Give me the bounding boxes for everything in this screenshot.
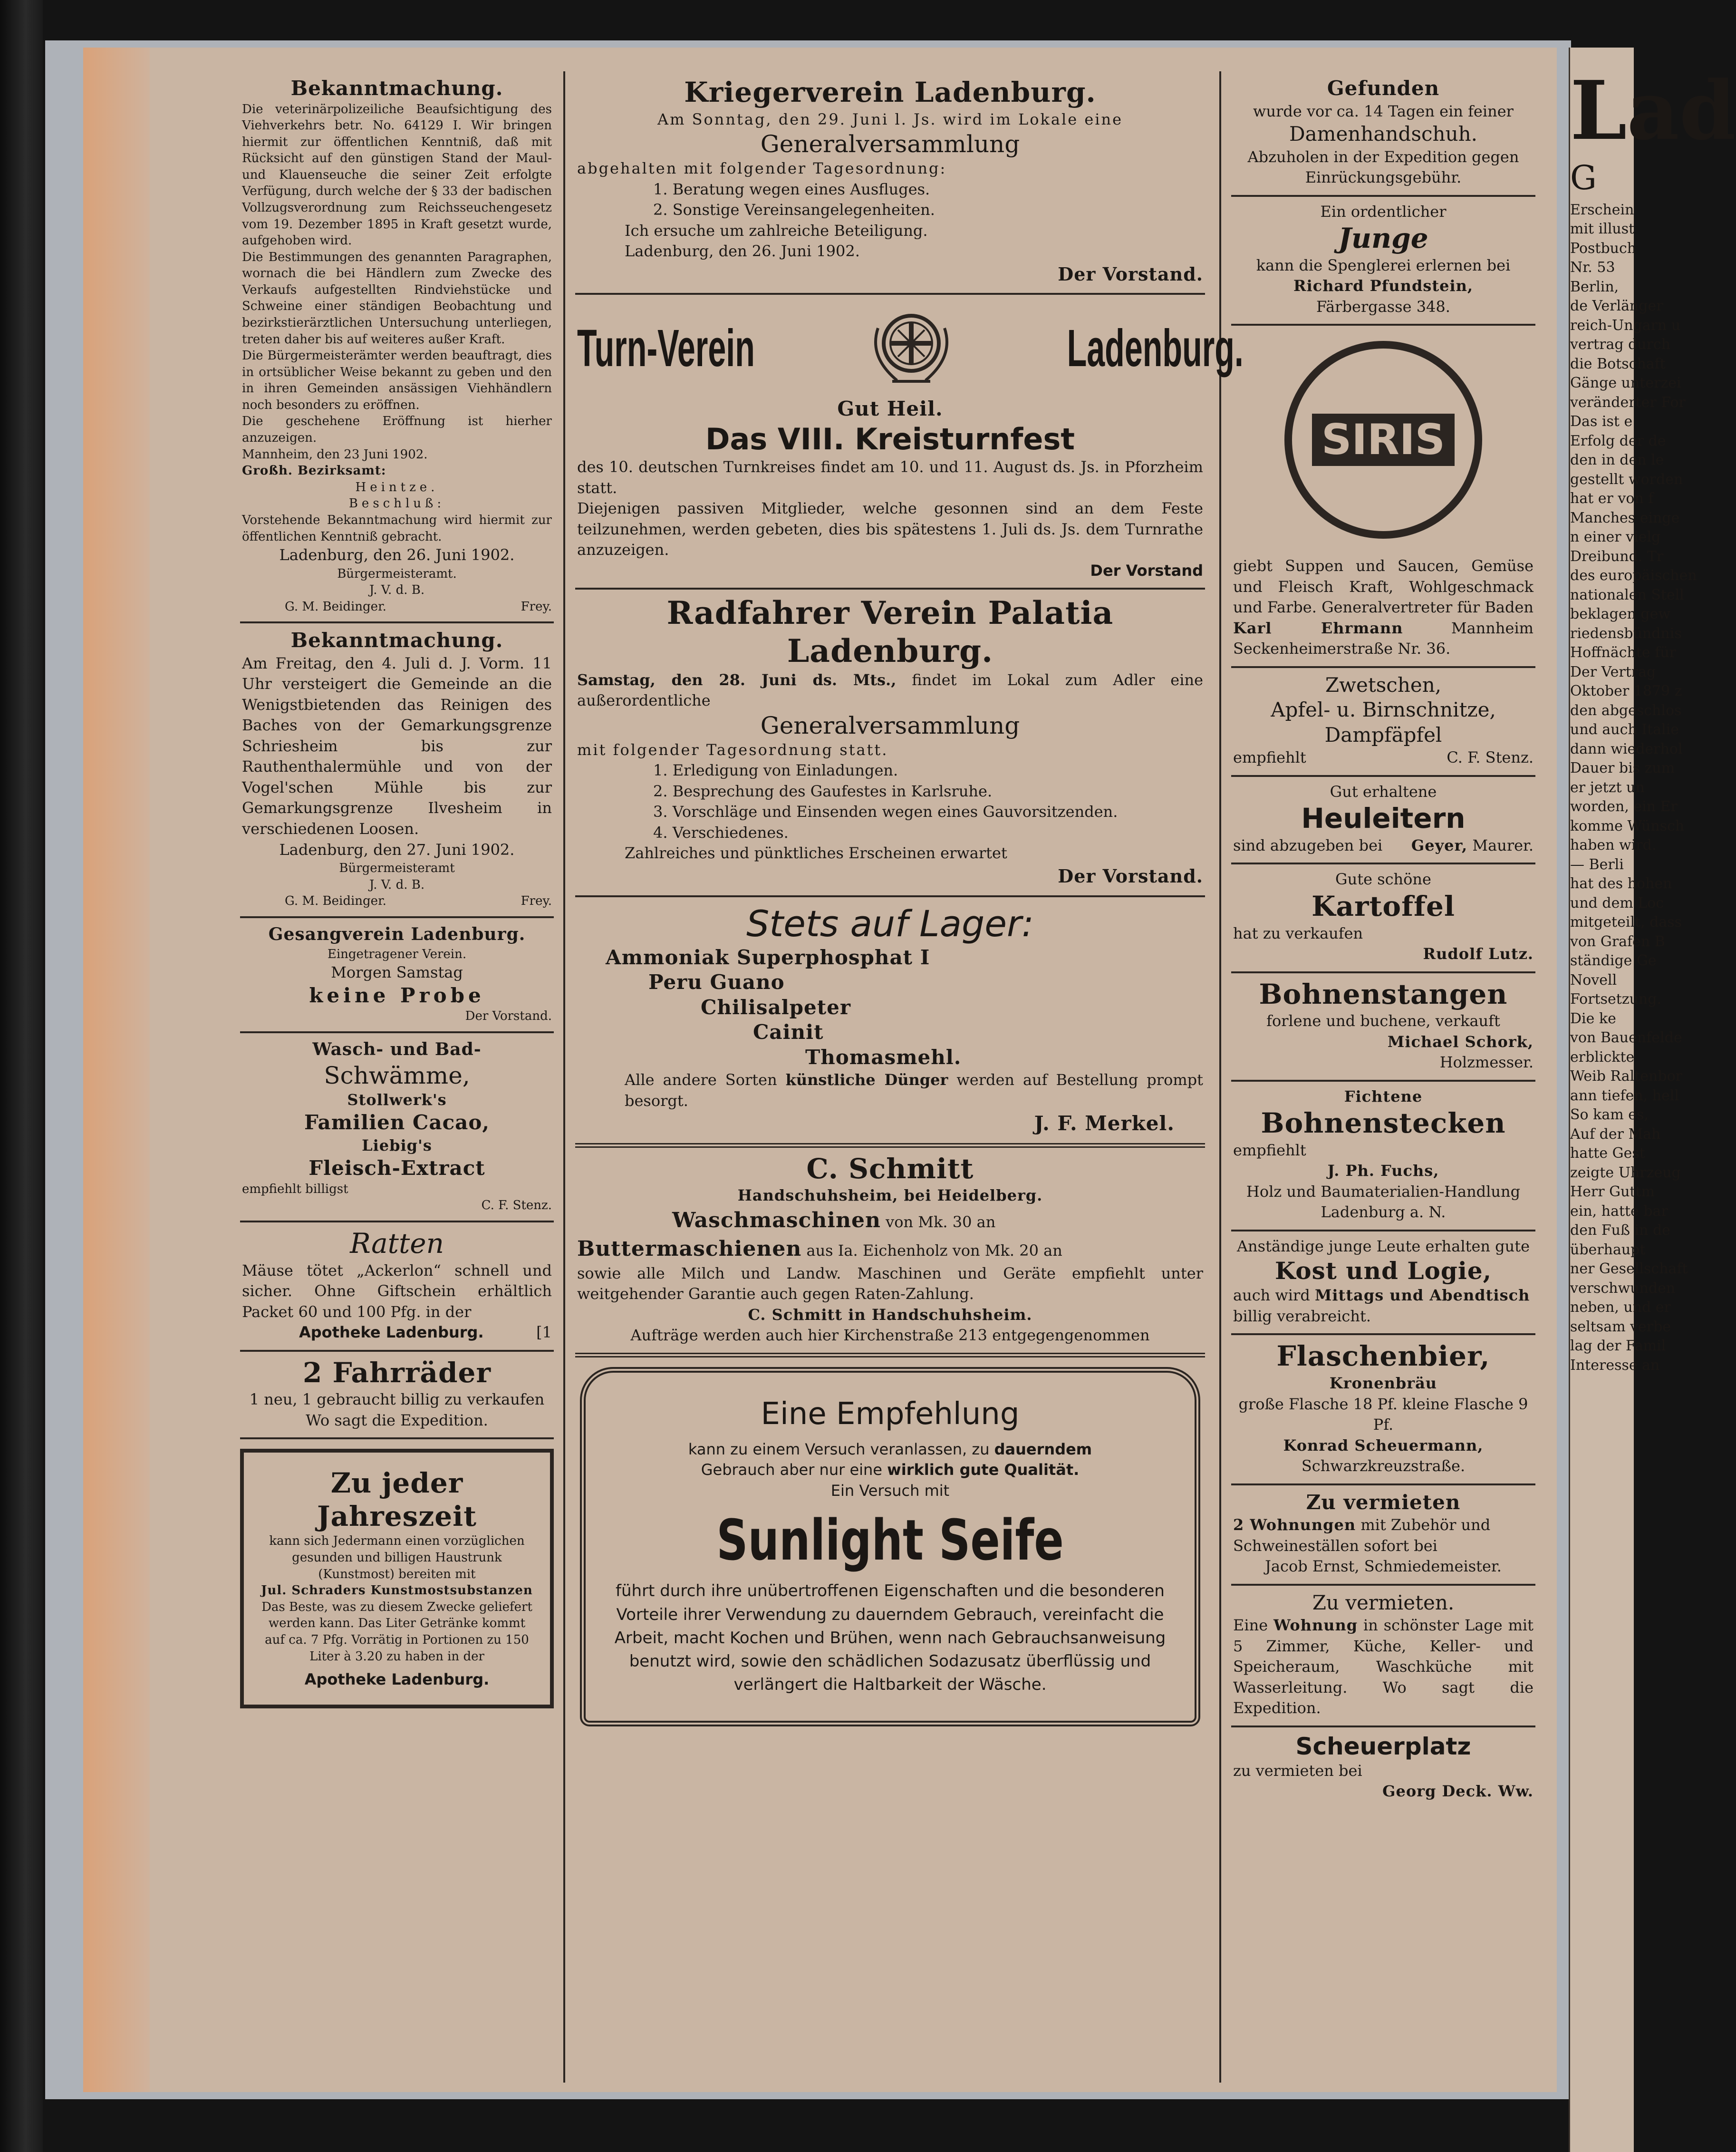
ad-text: sind abzugeben bei: [1233, 836, 1383, 854]
next-page-line: mit illust: [1570, 221, 1635, 237]
ad-radfahrer: [575, 590, 1205, 897]
next-page-line: n einer vielg: [1570, 529, 1661, 545]
ad-text: Ein ordentlicher: [1320, 202, 1447, 221]
ad-text: [614, 1439, 1166, 1460]
next-page-line: und dem Loc: [1570, 894, 1664, 911]
ad-greeting: Gut Heil.: [837, 397, 943, 421]
next-page-line: und auch Italie: [1570, 721, 1679, 738]
ad-text-bold: künstliche Dünger: [785, 1071, 948, 1089]
ad-text: [577, 670, 1203, 711]
ad-text-bold: dauerndem: [994, 1440, 1092, 1458]
agenda-item: 2. Sonstige Vereinsangelegenheiten.: [653, 201, 935, 219]
ad-signature: C. F. Stenz.: [481, 1198, 552, 1213]
next-page-line: er jetzt un: [1570, 779, 1645, 796]
ad-line: Stollwerk's: [347, 1090, 447, 1109]
next-page-line: Interesse an: [1570, 1357, 1660, 1374]
ad-text: Gute schöne: [1335, 870, 1431, 889]
ad-date: Mannheim, den 23 Juni 1902.: [242, 447, 428, 462]
ad-gefunden: [1231, 71, 1535, 197]
next-page-line: lag der Famil: [1570, 1338, 1666, 1354]
next-page-line: beklagen gew: [1570, 606, 1671, 622]
ad-signature: Frey.: [521, 599, 552, 614]
next-page-line: haben wird.: [1570, 837, 1657, 853]
next-page-line: Der Vertrag: [1570, 663, 1656, 680]
ad-text-part: Mannheim Seckenheimerstraße Nr. 36.: [1233, 619, 1534, 658]
next-page-line: Die ke: [1570, 1010, 1616, 1027]
siris-logo: [1233, 330, 1533, 556]
product-item: Thomasmehl.: [805, 1045, 962, 1069]
ad-office: Bürgermeisteramt: [339, 861, 455, 876]
ad-signature: Michael Schork,: [1387, 1032, 1533, 1051]
ad-text: Die geschehene Eröffnung ist hierher anzuzeigen.: [242, 414, 552, 446]
ad-title: Stets auf Lager:: [746, 902, 1034, 945]
ad-title-right: Ladenburg.: [1067, 319, 1244, 378]
ad-date: Ladenburg, den 27. Juni 1902.: [279, 840, 515, 859]
ad-headline: Generalversammlung: [760, 711, 1020, 739]
next-page-line: Oktober 1879 z: [1570, 683, 1682, 699]
agenda-item: 4. Verschiedenes.: [653, 823, 789, 842]
next-page-line: des europäischen: [1570, 567, 1697, 584]
turnverein-emblem-icon: [864, 300, 959, 397]
ad-text: sowie alle Milch und Landw. Maschinen und Geräte empfiehlt unter weitgehender Garantie auch gegen Raten-Zahlung.: [577, 1264, 1203, 1303]
ad-text: empfiehlt: [1233, 748, 1306, 767]
ad-text: mit folgender Tagesordnung statt.: [577, 740, 888, 759]
next-page-line: hat des hohen: [1570, 875, 1672, 892]
next-page-line: von Grafen B: [1570, 933, 1665, 950]
ad-text: des 10. deutschen Turnkreises findet am 10. und 11. August ds. Js. in Pforzheim statt.: [577, 458, 1203, 497]
ad-ratten: [240, 1222, 554, 1352]
next-page-line: de Verlänger: [1570, 298, 1663, 314]
next-page-line: den in den le: [1570, 452, 1664, 468]
agenda-item: 2. Besprechung des Gaufestes in Karlsruhe.: [653, 782, 993, 800]
ad-fahrraeder: [240, 1352, 554, 1440]
ad-text: Ich ersuche um zahlreiche Beteiligung.: [625, 221, 928, 240]
ad-name: Geyer,: [1411, 836, 1468, 854]
next-page-line: Auf der Mah: [1570, 1125, 1661, 1143]
ad-office: J. V. d. B.: [369, 877, 425, 892]
ad-signature: Frey.: [521, 894, 552, 909]
next-page-line: Erschein: [1570, 201, 1634, 218]
ad-gesangverein: [240, 918, 554, 1033]
ad-subtitle: Kronenbräu: [1329, 1374, 1437, 1393]
siris-logo-text: SIRIS: [1321, 415, 1446, 465]
ad-signature: G. M. Beidinger.: [285, 894, 386, 909]
ad-date: Ladenburg, den 26. Juni 1902.: [625, 242, 860, 261]
ad-headline: Junge: [1338, 222, 1428, 255]
next-page-line: die Botschaft: [1570, 355, 1666, 372]
ad-text: [577, 1070, 1203, 1111]
ad-signature: Der Vorstand.: [1058, 263, 1203, 285]
ad-text: Zahlreiches und pünktliches Erscheinen erwartet: [625, 844, 1007, 863]
product-price: aus Ia. Eichenholz von Mk. 20 an: [806, 1241, 1062, 1260]
ad-date: Ladenburg, den 26. Juni 1902.: [279, 546, 515, 564]
ad-text: Anständige junge Leute erhalten gute: [1236, 1237, 1530, 1255]
ad-signature: [1411, 835, 1533, 856]
next-page-line: erblickte: [1570, 1048, 1635, 1066]
ad-text: Ein Versuch mit: [830, 1481, 950, 1500]
ad-signature-row: [242, 893, 552, 910]
ad-text: Am Freitag, den 4. Juli d. J. Vorm. 11 Uhr versteigert die Gemeinde an die Wenigstbietenden das Reinigen des Baches von der Gemarkungsgrenze Schriesheim bis zur Rauthenthalermühle und von der Vogel'schen Mühle bis zur Gemarkungsgrenze Ilvesheim in verschiedenen Loosen.: [242, 654, 552, 838]
next-page-line: ann tiefen, hell: [1570, 1087, 1679, 1104]
ad-line: Liebig's: [362, 1136, 432, 1154]
ad-kost-logie: [1231, 1231, 1535, 1336]
ad-occupation: Holzmesser.: [1439, 1053, 1533, 1072]
agenda-item: 3. Vorschläge und Einsenden wegen eines Gauvorsitzenden.: [653, 803, 1118, 821]
ad-flaschenbier: [1231, 1335, 1535, 1485]
turnverein-header: [577, 300, 1244, 397]
product-item: Cainit: [753, 1020, 824, 1044]
ad-name: J. Ph. Fuchs,: [1327, 1162, 1439, 1180]
ad-text: kann die Spenglerei erlernen bei: [1256, 256, 1511, 274]
ad-text-part: Gebrauch aber nur eine: [701, 1461, 882, 1479]
ad-brand: Jul. Schraders Kunstmostsubstanzen: [261, 1583, 533, 1598]
ad-office: Großh. Bezirksamt:: [242, 464, 386, 478]
ad-text-part: auch wird: [1233, 1286, 1310, 1305]
ad-headline: Jahreszeit: [317, 1500, 477, 1532]
ad-line: Wasch- und Bad-: [312, 1039, 482, 1059]
ad-title: Radfahrer Verein Palatia Ladenburg.: [666, 594, 1114, 669]
next-page-line: Nr. 53: [1570, 259, 1615, 276]
ad-headline: Kartoffel: [1312, 890, 1455, 922]
ad-text-part: werden auf Bestellung prompt besorgt.: [625, 1071, 1204, 1110]
ad-headline: Flaschenbier,: [1276, 1340, 1490, 1373]
next-page-line: Weib Raltenbor: [1570, 1068, 1682, 1085]
ad-headline: Das VIII. Kreisturnfest: [705, 421, 1075, 456]
next-page-line: dann wiederhol: [1570, 740, 1683, 757]
ad-signature: Apotheke Ladenburg.: [304, 1670, 490, 1689]
ad-signature: Der Vorstand.: [1058, 865, 1203, 887]
ad-text: empfiehlt: [1233, 1141, 1306, 1159]
ad-bohnenstecken: [1231, 1082, 1535, 1231]
next-page-line: zeigte Uhrzeug: [1570, 1164, 1681, 1181]
ad-schmitt: [575, 1148, 1205, 1357]
ad-text: Morgen Samstag: [331, 963, 463, 982]
ad-siris: [1231, 326, 1535, 668]
ad-text-bold: Mittags und Abendtisch: [1314, 1286, 1530, 1305]
ad-vermieten-2: [1231, 1586, 1535, 1727]
ad-signature: Apotheke Ladenburg.: [299, 1323, 484, 1342]
agenda-item: 1. Erledigung von Einladungen.: [653, 761, 898, 780]
ad-text: Die Bestimmungen des genannten Paragraphen, wornach die bei Händlern zum Zwecke des Verkaufs aufgestellten Rindviehstücke und Schweine einer ständigen Beobachtung und bezirkstierärztlichen Untersuchung unterliegen, treten daher bis auf weiteres außer Kraft.: [242, 250, 552, 347]
ad-scheuerplatz: [1231, 1727, 1535, 1809]
ad-kriegerverein: [575, 71, 1205, 295]
ad-date-bold: Samstag, den 28. Juni ds. Mts.,: [577, 670, 897, 689]
ad-junge: [1231, 197, 1535, 326]
next-page-line: den abgeschlos: [1570, 702, 1682, 719]
ad-office: Bürgermeisteramt.: [337, 566, 457, 581]
ad-text: abgehalten mit folgender Tagesordnung:: [577, 159, 947, 178]
ad-text: empfiehlt billigst: [242, 1182, 348, 1196]
ad-headline: keine Probe: [309, 983, 485, 1007]
ad-headline: Scheuerplatz: [1295, 1732, 1471, 1760]
ad-address: Färbergasse 348.: [1316, 297, 1450, 316]
next-page-line: Berlin,: [1570, 278, 1619, 295]
ad-address: Schwarzkreuzstraße.: [1301, 1457, 1466, 1475]
column-right: [1231, 71, 1535, 1809]
product-item: Ammoniak Superphosphat I: [606, 945, 930, 969]
ad-merkel: [575, 897, 1205, 1148]
ad-stenz-products: [240, 1033, 554, 1222]
ad-title: Ratten: [350, 1227, 444, 1260]
ad-agenda: [577, 179, 1203, 221]
ad-address: Ladenburg a. N.: [1321, 1203, 1446, 1221]
ad-text: [1233, 1515, 1533, 1556]
ad-name: Richard Pfundstein,: [1293, 277, 1474, 295]
next-page-line: von Bauenfelde: [1570, 1029, 1682, 1046]
next-page-line: G: [1570, 158, 1597, 197]
ad-text: große Flasche 18 Pf. kleine Flasche 9 Pf.: [1238, 1395, 1528, 1434]
ad-signature: Der Vorstand: [1090, 561, 1203, 580]
next-page-line: seltsam verbe: [1570, 1318, 1671, 1335]
ad-text-bold: wirklich gute Qualität.: [887, 1461, 1080, 1479]
ad-title: Gefunden: [1327, 77, 1440, 100]
ad-headline: Schwämme,: [324, 1061, 470, 1089]
ad-line: [577, 1206, 1203, 1235]
ad-bekanntmachung-vieh: [240, 71, 554, 623]
next-page-line: — Berli: [1570, 856, 1624, 873]
next-page-line: nationalen Stell: [1570, 586, 1684, 603]
next-page-line: gestellt worden: [1570, 471, 1683, 488]
next-page-line: riedensbündnis: [1570, 625, 1682, 642]
next-page-line: Das ist e: [1570, 413, 1633, 430]
ad-signature-row: [1233, 835, 1533, 856]
ad-text: Abzuholen in der Expedition gegen Einrückungsgebühr.: [1247, 147, 1519, 187]
ad-text: führt durch ihre unübertroffenen Eigenschaften und die besonderen Vorteile ihrer Verwendung zu dauerndem Gebrauch, vereinfacht die Arbeit, macht Kochen und Brühen, wenn nach Gebrauchsanweisung benutzt wird, sowie den schädlichen Sodazusatz überflüssig und verlängert die Haltbarkeit der Wäsche.: [614, 1581, 1166, 1695]
ad-line: [577, 1235, 1203, 1263]
ad-signature: G. M. Beidinger.: [285, 599, 386, 614]
ad-text: Die veterinärpolizeiliche Beaufsichtigung des Viehverkehrs betr. No. 64129 I. Wir bringen hiermit zur öffentlichen Kenntniß, daß mit Rücksicht auf den günstigen Stand der Maul- und Klauenseuche die seiner Zeit erfolgte Verfügung, durch welche der § 33 der badischen Vollzugsverordnung zum Reichsseuchengesetz vom 19. Dezember 1895 in Kraft gesetzt wurde, aufgehoben wird.: [242, 102, 552, 248]
ad-text: zu vermieten bei: [1233, 1761, 1362, 1780]
ad-signature-row: [242, 1322, 552, 1343]
ad-headline: Zwetschen,: [1325, 673, 1442, 697]
ad-signature: C. Schmitt in Handschuhsheim.: [748, 1305, 1032, 1324]
ad-headline: Damenhandschuh.: [1289, 122, 1478, 146]
ad-jahreszeit: [240, 1449, 554, 1708]
ad-subheading: Beschluß:: [348, 496, 445, 511]
ad-text: Mäuse tötet „Ackerlon“ schnell und sicher. Ohne Giftschein erhältlich Packet 60 und 100 Pfg. in der: [242, 1261, 552, 1321]
next-page-line: So kam es,: [1570, 1106, 1649, 1123]
ad-signer: Heintze.: [355, 480, 439, 494]
ad-signature: Jacob Ernst, Schmiedemeister.: [1265, 1557, 1502, 1576]
next-page-line: mitgeteilt, dass: [1570, 914, 1682, 931]
ad-signature-row: [1233, 747, 1533, 768]
ad-title: Zu vermieten.: [1312, 1590, 1455, 1614]
ad-signature: C. F. Stenz.: [1447, 748, 1533, 767]
product-item: Peru Guano: [648, 970, 785, 994]
ad-signature-row: [242, 599, 552, 615]
ad-headline: Bohnenstangen: [1259, 978, 1508, 1010]
ad-subtitle: Handschuhsheim, bei Heidelberg.: [737, 1186, 1043, 1205]
ad-text: kann sich Jedermann einen vorzüglichen gesunden und billigen Haustrunk (Kunstmost) bereiten mit: [269, 1534, 525, 1581]
next-page-edge: [1569, 48, 1736, 2152]
next-page-line: hat er von f: [1570, 490, 1654, 507]
ad-headline: Kost und Logie,: [1274, 1257, 1492, 1285]
ad-title: Bekanntmachung.: [290, 629, 503, 652]
ad-bekanntmachung-bach: [240, 623, 554, 918]
ad-text-part: mit Zubehör und Schweineställen sofort bei: [1233, 1516, 1491, 1555]
ad-text: Diejenigen passiven Mitglieder, welche gesonnen sind an dem Feste teilzunehmen, werden gebeten, dies bis spätestens 1. Juli ds. Js. dem Turnrathe anzuzeigen.: [577, 499, 1203, 559]
product-name: Waschmaschinen: [672, 1208, 881, 1232]
ad-text: forlene und buchene, verkauft: [1266, 1012, 1500, 1030]
next-page-line: Gänge unterzei: [1570, 375, 1681, 391]
ad-note: Aufträge werden auch hier Kirchenstraße 213 entgegengenommen: [630, 1326, 1150, 1345]
ad-title: Gesangverein Ladenburg.: [268, 924, 526, 944]
product-item: Chilisalpeter: [701, 995, 851, 1019]
ad-text: Fichtene: [1344, 1087, 1423, 1105]
ad-name: Konrad Scheuermann,: [1283, 1436, 1484, 1454]
ad-text: [1233, 1285, 1533, 1327]
next-page-line: Dreibund. Tr: [1570, 548, 1664, 565]
ad-text: [1233, 1615, 1533, 1719]
ad-vermieten-1: [1231, 1485, 1535, 1586]
next-page-line: Erfolg der de: [1570, 432, 1666, 449]
product-name: Buttermaschienen: [577, 1236, 802, 1261]
column-center: [575, 71, 1244, 1736]
ad-title: Zu vermieten: [1306, 1490, 1461, 1514]
ad-title: 2 Fahrräder: [302, 1356, 491, 1389]
next-page-line: verschwunden: [1570, 1280, 1676, 1297]
ad-signature: J. F. Merkel.: [1034, 1112, 1175, 1135]
ad-signature: Georg Deck. Ww.: [1382, 1782, 1533, 1801]
product-price: von Mk. 30 an: [886, 1212, 996, 1231]
ad-text: Das Beste, was zu diesem Zwecke geliefert werden kann. Das Liter Getränke kommt auf ca. 7 Pfg. Vorrätig in Portionen zu 150 Liter à 3.20 zu haben in der: [261, 1599, 532, 1664]
agenda-item: 1. Beratung wegen eines Ausfluges.: [653, 180, 930, 198]
book-binding: [0, 0, 43, 2152]
next-page-line: veränderter For: [1570, 394, 1686, 411]
ad-sunlight: [580, 1367, 1200, 1726]
ad-zwetschen: [1231, 668, 1535, 777]
ad-text-part: billig verabreicht.: [1233, 1307, 1371, 1325]
column-left: [240, 71, 554, 1718]
ad-headline: Fleisch-Extract: [309, 1156, 485, 1180]
ad-title: Bekanntmachung.: [290, 77, 503, 100]
ad-text-part: in schönster Lage mit 5 Zimmer, Küche, Keller- und Speicheraum, Waschküche mit Wasserleitung. Wo sagt die Expedition.: [1233, 1616, 1533, 1717]
next-page-line: ner Gesellschaft: [1570, 1260, 1688, 1277]
ad-text: Die Bürgermeisterämter werden beauftragt, dies in ortsüblicher Weise bekannt zu geben und den in ihren Gemeinden ansässigen Viehhändlern noch besonders zu eröffnen.: [242, 349, 552, 412]
ad-text-part: Eine: [1233, 1616, 1268, 1635]
ad-text-part: giebt Suppen und Saucen, Gemüse und Fleisch Kraft, Wohlgeschmack und Farbe. Generalvertreter für Baden: [1233, 557, 1533, 617]
ad-text-bold: Wohnung: [1273, 1616, 1358, 1635]
next-page-line: ständige Ge: [1570, 952, 1657, 969]
ad-text: 1 neu, 1 gebraucht billig zu verkaufen Wo sagt die Expedition.: [249, 1390, 545, 1429]
ad-signature: Der Vorstand.: [465, 1009, 552, 1024]
next-page-line: ein, hatte bar: [1570, 1202, 1668, 1220]
ad-headline: Generalversammlung: [760, 130, 1020, 158]
ad-turnverein: [575, 295, 1244, 590]
ad-name: Karl Ehrmann: [1233, 619, 1403, 637]
ad-text: Holz und Baumaterialien-Handlung: [1246, 1182, 1521, 1201]
next-page-line: überhaupt: [1570, 1241, 1646, 1258]
next-page-line: Lad: [1570, 63, 1736, 158]
ad-text-rest: findet im Lokal zum Adler eine außerordentliche: [577, 670, 1204, 710]
next-page-line: Fortsetzung.: [1570, 991, 1662, 1008]
ad-headline: Dampfäpfel: [1324, 723, 1442, 746]
ad-office: J. V. d. B.: [369, 583, 425, 598]
ad-subtitle: Eingetragener Verein.: [327, 947, 467, 961]
ad-text-bold: 2 Wohnungen: [1233, 1516, 1356, 1534]
ad-text-part: Alle andere Sorten: [625, 1071, 777, 1089]
next-page-line: Hoffnächte für: [1570, 644, 1676, 661]
ad-title: Kriegerverein Ladenburg.: [684, 76, 1096, 108]
ad-text: Gut erhaltene: [1330, 782, 1437, 801]
ad-text: Am Sonntag, den 29. Juni l. Js. wird im Lokale eine: [657, 110, 1123, 128]
ad-signature: Rudolf Lutz.: [1423, 945, 1533, 963]
next-page-line: vertrag durch: [1570, 336, 1671, 353]
ad-text: Vorstehende Bekanntmachung wird hiermit zur öffentlichen Kenntniß gebracht.: [242, 513, 552, 544]
ad-headline: Apfel- u. Birnschnitze,: [1271, 698, 1496, 722]
next-page-line: Postbuch: [1570, 240, 1637, 257]
ad-agenda: [577, 760, 1203, 843]
next-page-line: den Fuß in de: [1570, 1222, 1670, 1239]
ad-text-part: kann zu einem Versuch veranlassen, zu: [688, 1440, 990, 1458]
next-page-line: Dauer bis zum: [1570, 760, 1675, 776]
ad-headline: Familien Cacao,: [304, 1111, 490, 1134]
next-page-line: reich-Ungarn u: [1570, 317, 1681, 334]
ad-headline: Heuleitern: [1301, 802, 1466, 835]
ad-headline: Bohnenstecken: [1261, 1107, 1506, 1140]
next-page-line: neben, und er: [1570, 1299, 1671, 1316]
column-rule-left: [563, 71, 565, 2083]
ad-mark: [1: [536, 1323, 552, 1342]
ad-title: Eine Empfehlung: [761, 1396, 1020, 1432]
ad-heuleitern: [1231, 777, 1535, 865]
next-page-line: Novell: [1570, 971, 1617, 989]
ad-kartoffel: [1231, 864, 1535, 973]
ad-bohnenstangen: [1231, 973, 1535, 1082]
ad-title-left: Turn-Verein: [577, 319, 755, 378]
ad-text: [614, 1460, 1166, 1481]
ad-title: C. Schmitt: [806, 1152, 974, 1185]
ad-text: [1233, 556, 1533, 659]
ad-headline: Zu jeder: [330, 1467, 463, 1500]
next-page-line: komme Wünsch: [1570, 817, 1685, 834]
next-page-line: hatte Gest: [1570, 1145, 1645, 1162]
next-page-line: worden, ein Er: [1570, 798, 1678, 815]
next-page-line: Herr Guttm: [1570, 1183, 1655, 1200]
ad-brand: Sunlight Seife: [716, 1507, 1064, 1573]
ad-text: wurde vor ca. 14 Tagen ein feiner: [1253, 102, 1514, 120]
next-page-line: Manches einge: [1570, 509, 1680, 526]
ad-occupation: Maurer.: [1472, 836, 1533, 854]
ad-text: hat zu verkaufen: [1233, 924, 1363, 942]
